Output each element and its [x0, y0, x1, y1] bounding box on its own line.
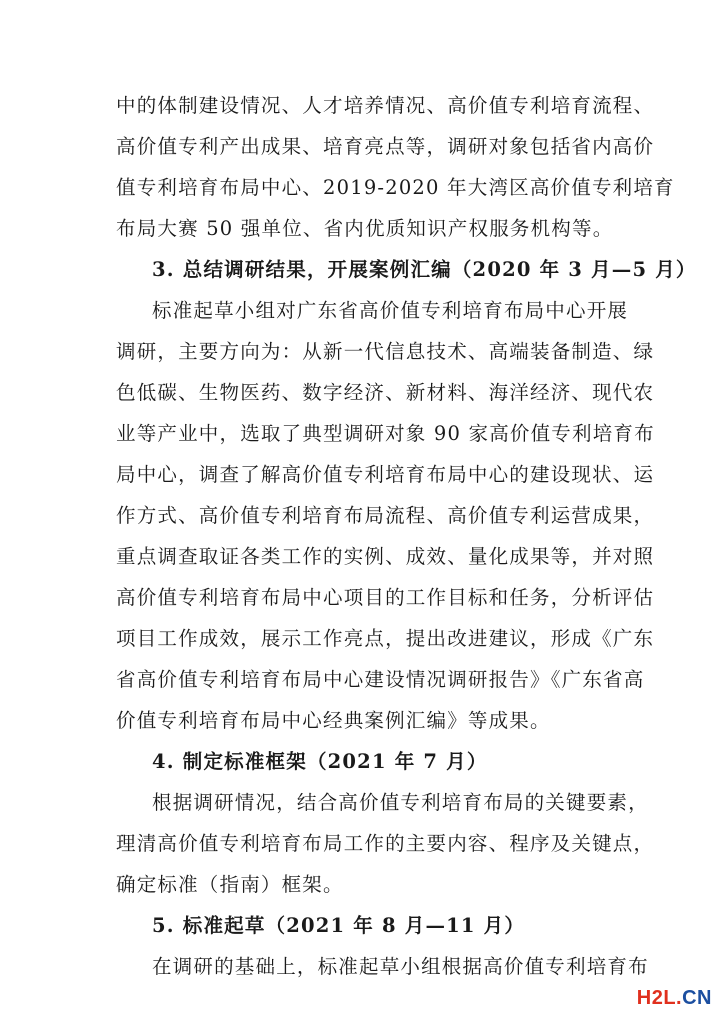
text-line-11: 作方式、高价值专利培育布局流程、高价值专利运营成果， — [116, 504, 655, 527]
text-line-22: 在调研的基础上，标准起草小组根据高价值专利培育布 — [152, 955, 649, 978]
text-line-8: 色低碳、生物医药、数字经济、新材料、海洋经济、现代农 — [116, 381, 655, 404]
text-line-10: 局中心，调查了解高价值专利培育布局中心的建设现状、运 — [116, 463, 655, 486]
text-line-2: 高价值专利产出成果、培育亮点等，调研对象包括省内高价 — [116, 135, 655, 158]
site-watermark — [637, 987, 712, 1010]
section-heading-5: 5. 标准起草（2021 年 8 月—11 月） — [152, 914, 526, 937]
text-line-14: 项目工作成效，展示工作亮点，提出改进建议，形成《广东 — [116, 627, 655, 650]
text-line-19: 理清高价值专利培育布局工作的主要内容、程序及关键点， — [116, 832, 655, 855]
text-line-18: 根据调研情况，结合高价值专利培育布局的关键要素， — [152, 791, 649, 814]
text-line-1: 中的体制建设情况、人才培养情况、高价值专利培育流程、 — [116, 94, 655, 117]
text-line-12: 重点调查取证各类工作的实例、成效、量化成果等，并对照 — [116, 545, 655, 568]
text-line-13: 高价值专利培育布局中心项目的工作目标和任务，分析评估 — [116, 586, 655, 609]
watermark-tld: CN — [682, 987, 712, 1009]
text-line-7: 调研，主要方向为：从新一代信息技术、高端装备制造、绿 — [116, 340, 655, 363]
watermark-dot: . — [676, 987, 683, 1009]
text-line-16: 价值专利培育布局中心经典案例汇编》等成果。 — [116, 709, 551, 732]
text-line-4: 布局大赛 50 强单位、省内优质知识产权服务机构等。 — [116, 217, 614, 240]
text-line-15: 省高价值专利培育布局中心建设情况调研报告》《广东省高 — [116, 668, 645, 691]
section-heading-4: 4. 制定标准框架（2021 年 7 月） — [152, 750, 488, 773]
text-line-6: 标准起草小组对广东省高价值专利培育布局中心开展 — [152, 299, 629, 322]
text-line-9: 业等产业中，选取了典型调研对象 90 家高价值专利培育布 — [116, 422, 655, 445]
watermark-brand: H2L — [636, 987, 677, 1009]
text-line-20: 确定标准（指南）框架。 — [116, 873, 344, 896]
text-line-3: 值专利培育布局中心、2019-2020 年大湾区高价值专利培育 — [116, 176, 675, 199]
section-heading-3: 3. 总结调研结果，开展案例汇编（2020 年 3 月—5 月） — [152, 258, 697, 281]
